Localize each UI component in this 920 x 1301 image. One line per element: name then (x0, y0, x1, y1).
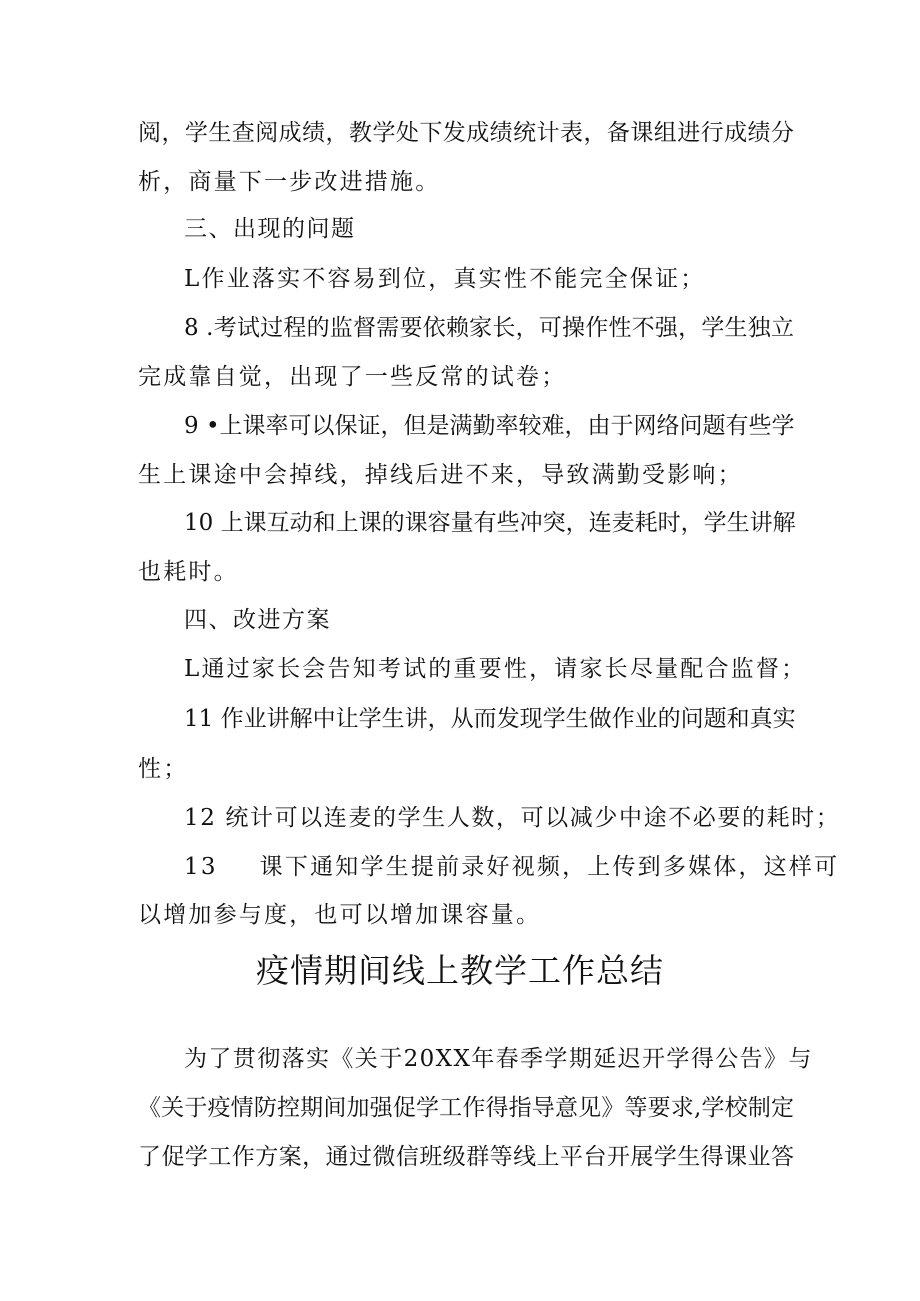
article-paragraph-line-2: 《关于疫情防控期间加强促学工作得指导意见》等要求,学校制定 (138, 1095, 794, 1121)
article-paragraph-line-1: 为了贯彻落实《关于20XX年春季学期延迟开学得公告》与 (184, 1046, 813, 1072)
problem-item-10-line-2: 也耗时。 (138, 559, 239, 585)
problem-item-10-line-1: 10 上课互动和上课的课容量有些冲突，连麦耗时，学生讲解 (184, 510, 796, 536)
problem-item-8-line-1: 8 .考试过程的监督需要依赖家长，可操作性不强，学生独立 (184, 315, 794, 341)
improvement-item-l: L通过家长会告知考试的重要性，请家长尽量配合监督； (184, 656, 807, 682)
problem-item-l: L作业落实不容易到位，真实性不能完全保证； (184, 266, 706, 292)
improvement-item-13-text: 课下通知学生提前录好视频，上传到多媒体，这样可 (259, 854, 840, 880)
improvement-item-13-line-1 (184, 852, 840, 882)
problem-item-9-line-1: 9 •上课率可以保证，但是满勤率较难，由于网络问题有些学 (184, 413, 795, 439)
problem-item-8-line-2: 完成靠自觉，出现了一些反常的试卷； (138, 364, 567, 390)
continuation-line-1: 阅，学生查阅成绩，教学处下发成绩统计表，备课组进行成绩分 (138, 120, 794, 146)
improvement-item-11-line-1: 11 作业讲解中让学生讲，从而发现学生做作业的问题和真实 (184, 706, 796, 732)
improvement-item-12: 12 统计可以连麦的学生人数，可以减少中途不必要的耗时； (184, 805, 841, 831)
article-title: 疫情期间线上教学工作总结 (256, 951, 664, 990)
problem-item-9-line-2: 生上课途中会掉线，掉线后进不来，导致满勤受影响； (138, 462, 743, 488)
section-heading-problems: 三、出现的问题 (184, 216, 356, 242)
improvement-item-13-line-2: 以增加参与度，也可以增加课容量。 (138, 902, 542, 928)
improvement-item-11-line-2: 性； (138, 756, 189, 782)
section-heading-improvements: 四、改进方案 (184, 607, 331, 633)
article-paragraph-line-3: 了促学工作方案，通过微信班级群等线上平台开展学生得课业答 (138, 1144, 794, 1170)
continuation-line-2: 析，商量下一步改进措施。 (138, 169, 441, 195)
improvement-item-13-number: 13 (184, 854, 218, 880)
